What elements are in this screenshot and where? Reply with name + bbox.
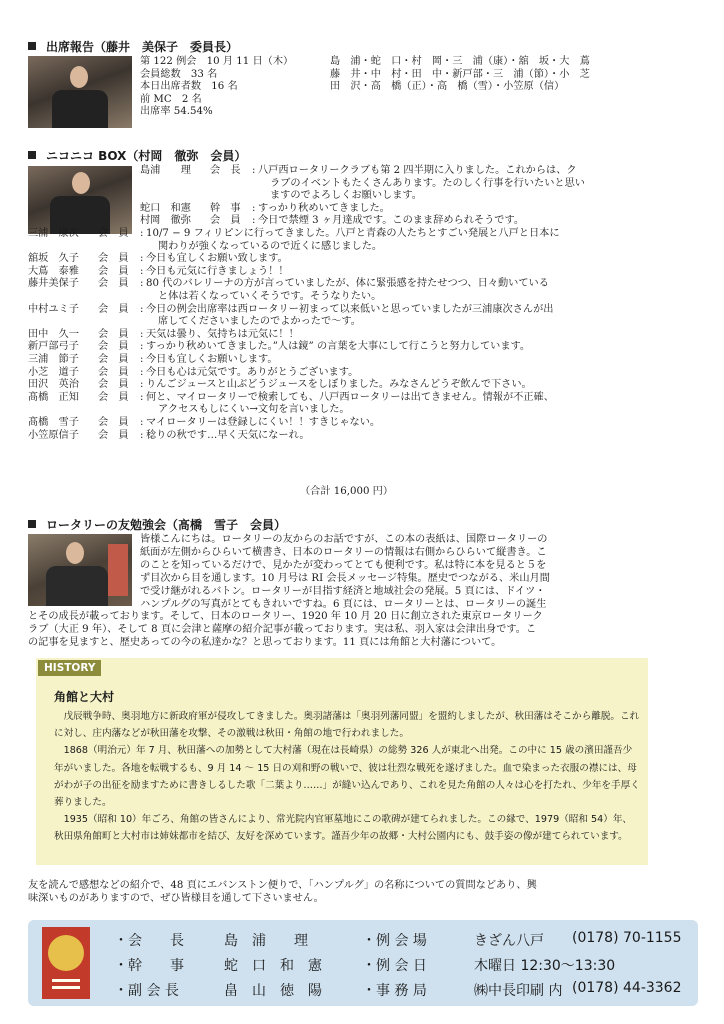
history-title: 角館と大村 xyxy=(54,690,115,704)
member-comment: マイロータリーは登録しにくい！！すきじゃない。 xyxy=(146,417,381,428)
separator: : xyxy=(140,366,144,378)
separator: : xyxy=(140,265,144,277)
study-line: ず目次から目を通します。10 月号は RI 会長メッセージ特集。歴史でつながる、米山月間 xyxy=(140,572,550,584)
history-box xyxy=(36,658,648,865)
stat-line: 前 MC 2 名 xyxy=(140,93,202,105)
niko-entry xyxy=(28,379,700,392)
closing-line: 味深いものがありますので、ぜひ皆様目を通して下さいません。 xyxy=(28,892,324,904)
niko-total: （合計 16,000 円） xyxy=(300,486,394,497)
member-comment: ラブのイベントもたくさんあります。たのしく行事を行いたいと思い xyxy=(270,177,585,189)
info-label: ・事 務 局 xyxy=(362,983,427,999)
member-comment: りんごジュースと山ぶどうジュースをしぼりました。みなさんどうぞ飲んで下さい。 xyxy=(146,379,532,391)
club-banner-logo xyxy=(42,927,90,999)
study-photo xyxy=(28,534,132,606)
stat-line: 第 122 例会 10 月 11 日（木） xyxy=(140,56,294,67)
officer-name: 畠 山 徳 陽 xyxy=(224,983,322,999)
separator: : xyxy=(140,417,144,428)
info-label: ・例 会 日 xyxy=(362,958,427,974)
officer-role: ・副 会 長 xyxy=(114,983,179,999)
member-role: 会 員 xyxy=(98,379,129,391)
info-label: ・例 会 場 xyxy=(362,933,427,949)
member-comment: 10/7 − 9 フィリピンに行ってきました。八戸と青森の人たちとすごい発展と八戸と日本に xyxy=(146,228,560,239)
officer-name: 蛇 口 和 憲 xyxy=(224,958,322,974)
attendees-list xyxy=(330,56,590,94)
separator: : xyxy=(252,202,256,214)
member-name: 小笠原信子 xyxy=(28,429,79,441)
member-role: 会 長 xyxy=(210,165,241,176)
history-body xyxy=(54,708,640,846)
info-phone: (0178) 44-3362 xyxy=(572,980,682,996)
separator: : xyxy=(140,278,144,290)
square-bullet-icon xyxy=(28,520,36,528)
info-value: ㈱中長印刷 内 xyxy=(474,983,563,999)
member-comment: と体は若くなっていくそうです。そうなりたい。 xyxy=(158,290,382,302)
member-comment: アクセスもしにくい→文句を言いました。 xyxy=(158,404,350,416)
history-paragraph: 1935（昭和 10）年ごろ、角館の皆さんにより、常光院内官軍墓地にこの歌碑が建てられました。この縁で、1979（昭和 54）年、秋田県角館町と大村市は姉妹都市を結び、友好を深めています。謹吾少年の故郷・大村公園内にも、鼓手姿の像が建てられています。 xyxy=(54,814,633,843)
attendee-line: 島 浦・蛇 口・村 岡・三 浦（康）・舘 坂・大 蔦 xyxy=(330,56,590,67)
officer-name: 島 浦 理 xyxy=(224,933,308,949)
niko-entry xyxy=(28,341,700,354)
member-role: 会 員 xyxy=(210,215,241,227)
club-info-footer xyxy=(28,920,698,1006)
member-name: 新戸部弓子 xyxy=(28,341,79,353)
separator: : xyxy=(140,303,144,315)
square-bullet-icon xyxy=(28,42,36,50)
member-comment: 天気は曇り、気持ちは元気に！！ xyxy=(146,328,299,340)
member-comment: ますのでよろしくお願いします。 xyxy=(270,190,422,202)
niko-entry xyxy=(28,354,700,367)
member-role: 会 員 xyxy=(98,303,129,315)
separator: : xyxy=(140,391,144,403)
member-role: 会 員 xyxy=(98,391,129,403)
study-line: 紙面が左側からひらいて横書き、日本のロータリーの情報は右側からひらいて縦書き。こ xyxy=(140,546,547,558)
separator: : xyxy=(252,215,256,227)
study-line: ラブ（大正 9 年）、そして 8 頁に会津と薩摩の紹介記事が載っております。実は私、羽入家は会津出身です。こ xyxy=(28,623,537,635)
niko-entry xyxy=(28,329,700,342)
officer-role: ・会 長 xyxy=(114,933,184,949)
niko-entry xyxy=(28,266,700,279)
history-paragraph: 戊辰戦争時、奥羽地方に新政府軍が侵攻してきました。奥羽諸藩は「奥羽列藩同盟」を盟約しましたが、秋田藩はそこから離脱。これに対し、庄内藩などが秋田藩を攻撃、その激戦は秋田・角館の地で行われました。 xyxy=(54,711,640,740)
stat-line: 出席率 54.54% xyxy=(140,106,213,118)
member-name: 田中 久一 xyxy=(28,328,79,340)
study-text-wide xyxy=(28,611,543,650)
member-role: 会 員 xyxy=(98,417,129,428)
member-role: 会 員 xyxy=(98,429,129,441)
member-comment: 稔りの秋です…早く天気になーれ。 xyxy=(146,429,310,441)
member-name: 三浦 節子 xyxy=(28,354,79,365)
study-line: とその成長が載っております。そして、日本のロータリー、1920 年 10 月 20 日に創立された東京ロータリーク xyxy=(28,611,543,622)
member-role: 会 員 xyxy=(98,328,129,340)
member-name: 藤井美保子 xyxy=(28,278,79,290)
member-role: 会 員 xyxy=(98,341,129,353)
attendee-line: 田 沢・高 橋（正）・高 橋（雪）・小笠原（信） xyxy=(330,81,565,93)
niko-photo xyxy=(28,166,132,234)
niko-heading: ニコニコ BOX（村岡 徹弥 会員） xyxy=(28,147,246,164)
attendance-stats xyxy=(140,56,293,119)
member-comment: すっかり秋めいてきました。”人は鏡” の言葉を大事にして行こうと努力しています。 xyxy=(146,341,531,353)
member-role: 幹 事 xyxy=(210,202,241,214)
member-comment: 今日も宜しくお願いします。 xyxy=(146,354,278,365)
member-comment: 今日も元気に行きましょう！！ xyxy=(146,265,289,277)
member-comment: すっかり秋めいてきました。 xyxy=(258,202,390,214)
member-name: 髙橋 正知 xyxy=(28,391,79,403)
niko-entry xyxy=(28,228,700,253)
member-comment: 今日の例会出席率は西ロータリー初まって以来低いと思っていましたが三浦康次さんが出 xyxy=(146,303,554,315)
member-comment: 何と、マイロータリーで検索しても、八戸西ロータリーは出てきません。情報が不正確、 xyxy=(146,391,554,403)
study-text-narrow xyxy=(140,534,550,611)
niko-entry xyxy=(28,392,700,417)
study-line: 皆様こんにちは。ロータリーの友からのお話ですが、この本の表紙は、国際ロータリーの xyxy=(140,534,548,545)
member-comment: 八戸西ロータリークラブも第 2 四半期に入りました。これからは、ク xyxy=(258,165,577,176)
member-name: 村岡 徹弥 xyxy=(140,215,191,227)
niko-entry xyxy=(28,278,700,303)
history-badge: HISTORY xyxy=(38,660,101,676)
study-line: の記事を見ますと、歴史あっての今の私達かな？と思っております。11 頁には角館と大村藩について。 xyxy=(28,636,502,648)
square-bullet-icon xyxy=(28,151,36,159)
niko-entry xyxy=(28,417,700,430)
member-name: 島浦 理 xyxy=(140,165,191,176)
member-comment: 80 代のバレリーナの方が言っていましたが、体に緊張感を持たせつつ、日々動いている xyxy=(146,278,549,290)
member-comment: 席してくださいましたのでよかったで〜す。 xyxy=(158,316,361,328)
history-paragraph: 1868（明治元）年 7 月、秋田藩への加勢として大村藩（現在は長崎県）の総勢 326 人が東北へ出発。この中に 15 歳の濱田謹吾少年がいました。各地を転戦するも、9 月 14 〜 15 日の刈和野の戦いで、彼は壮烈な戦死を遂げました。血で染まった衣服の襟には、母がわが子の出征を励ますために書きしるした歌「二葉より……」が縫い込んであり、これを見た角館の人々は心を打たれ、少年を手厚く葬りました。 xyxy=(54,745,640,809)
separator: : xyxy=(140,429,144,441)
niko-entry xyxy=(140,165,700,203)
niko-entry xyxy=(140,215,700,228)
niko-entry xyxy=(28,253,700,266)
member-name: 舘坂 久子 xyxy=(28,253,79,265)
member-role: 会 員 xyxy=(98,228,129,239)
closing-line: 友を読んで感想などの紹介で、48 頁にエバンストン便りで、「ハンプルグ」の名称についての質問などあり、興 xyxy=(28,880,537,891)
member-name: 小芝 道子 xyxy=(28,366,79,378)
study-line: のことを知っているだけで、見かたが変わってとても便利です。私は特に本を見ると５を xyxy=(140,559,547,571)
separator: : xyxy=(140,379,144,391)
closing-text xyxy=(28,880,537,906)
separator: : xyxy=(140,354,144,365)
separator: : xyxy=(140,253,144,265)
member-name: 中村ユミ子 xyxy=(28,303,79,315)
member-role: 会 員 xyxy=(98,265,129,277)
officer-role: ・幹 事 xyxy=(114,958,184,974)
niko-entry xyxy=(28,304,700,329)
niko-entry xyxy=(28,430,700,443)
separator: : xyxy=(140,341,144,353)
separator: : xyxy=(252,165,256,176)
separator: : xyxy=(140,228,144,239)
member-name: 大蔦 泰雅 xyxy=(28,265,79,277)
member-role: 会 員 xyxy=(98,278,129,290)
niko-entry xyxy=(140,203,700,216)
member-role: 会 員 xyxy=(98,354,129,365)
member-name: 蛇口 和憲 xyxy=(140,202,191,214)
member-role: 会 員 xyxy=(98,253,129,265)
attendance-heading: 出席報告（藤井 美保子 委員長） xyxy=(28,38,238,55)
member-name: 田沢 英治 xyxy=(28,379,79,391)
niko-entry xyxy=(28,367,700,380)
study-line: で受け継がれるバトン。ロータリーが目指す経済と地域社会の発展。5 頁には、ドイツ・ xyxy=(140,585,546,597)
member-comment: 今日も心は元気です。ありがとうございます。 xyxy=(146,366,359,378)
study-line: ハンプルグの写真がとてもきれいですね。6 頁には、ロータリーとは、ロータリーの誕生 xyxy=(140,598,547,610)
member-name: 三浦 康次 xyxy=(28,228,79,239)
separator: : xyxy=(140,328,144,340)
attendance-photo xyxy=(28,56,132,128)
member-comment: 今日で禁煙 3 ヶ月達成です。このまま辞められそうです。 xyxy=(258,215,525,227)
info-value: 木曜日 12:30〜13:30 xyxy=(474,958,616,974)
attendee-line: 藤 井・中 村・田 中・新戸部・三 浦（節）・小 芝 xyxy=(330,68,590,80)
member-comment: 関わりが強くなっているので近くに感じました。 xyxy=(158,240,383,252)
info-phone: (0178) 70-1155 xyxy=(572,930,682,946)
info-value: きざん八戸 xyxy=(474,933,544,949)
stat-line: 会員総数 33 名 xyxy=(140,68,218,80)
member-role: 会 員 xyxy=(98,366,129,378)
member-name: 髙橋 雪子 xyxy=(28,417,79,428)
stat-line: 本日出席者数 16 名 xyxy=(140,81,238,93)
member-comment: 今日も宜しくお願い致します。 xyxy=(146,253,288,265)
study-heading: ロータリーの友勉強会（髙橋 雪子 会員） xyxy=(28,516,286,533)
